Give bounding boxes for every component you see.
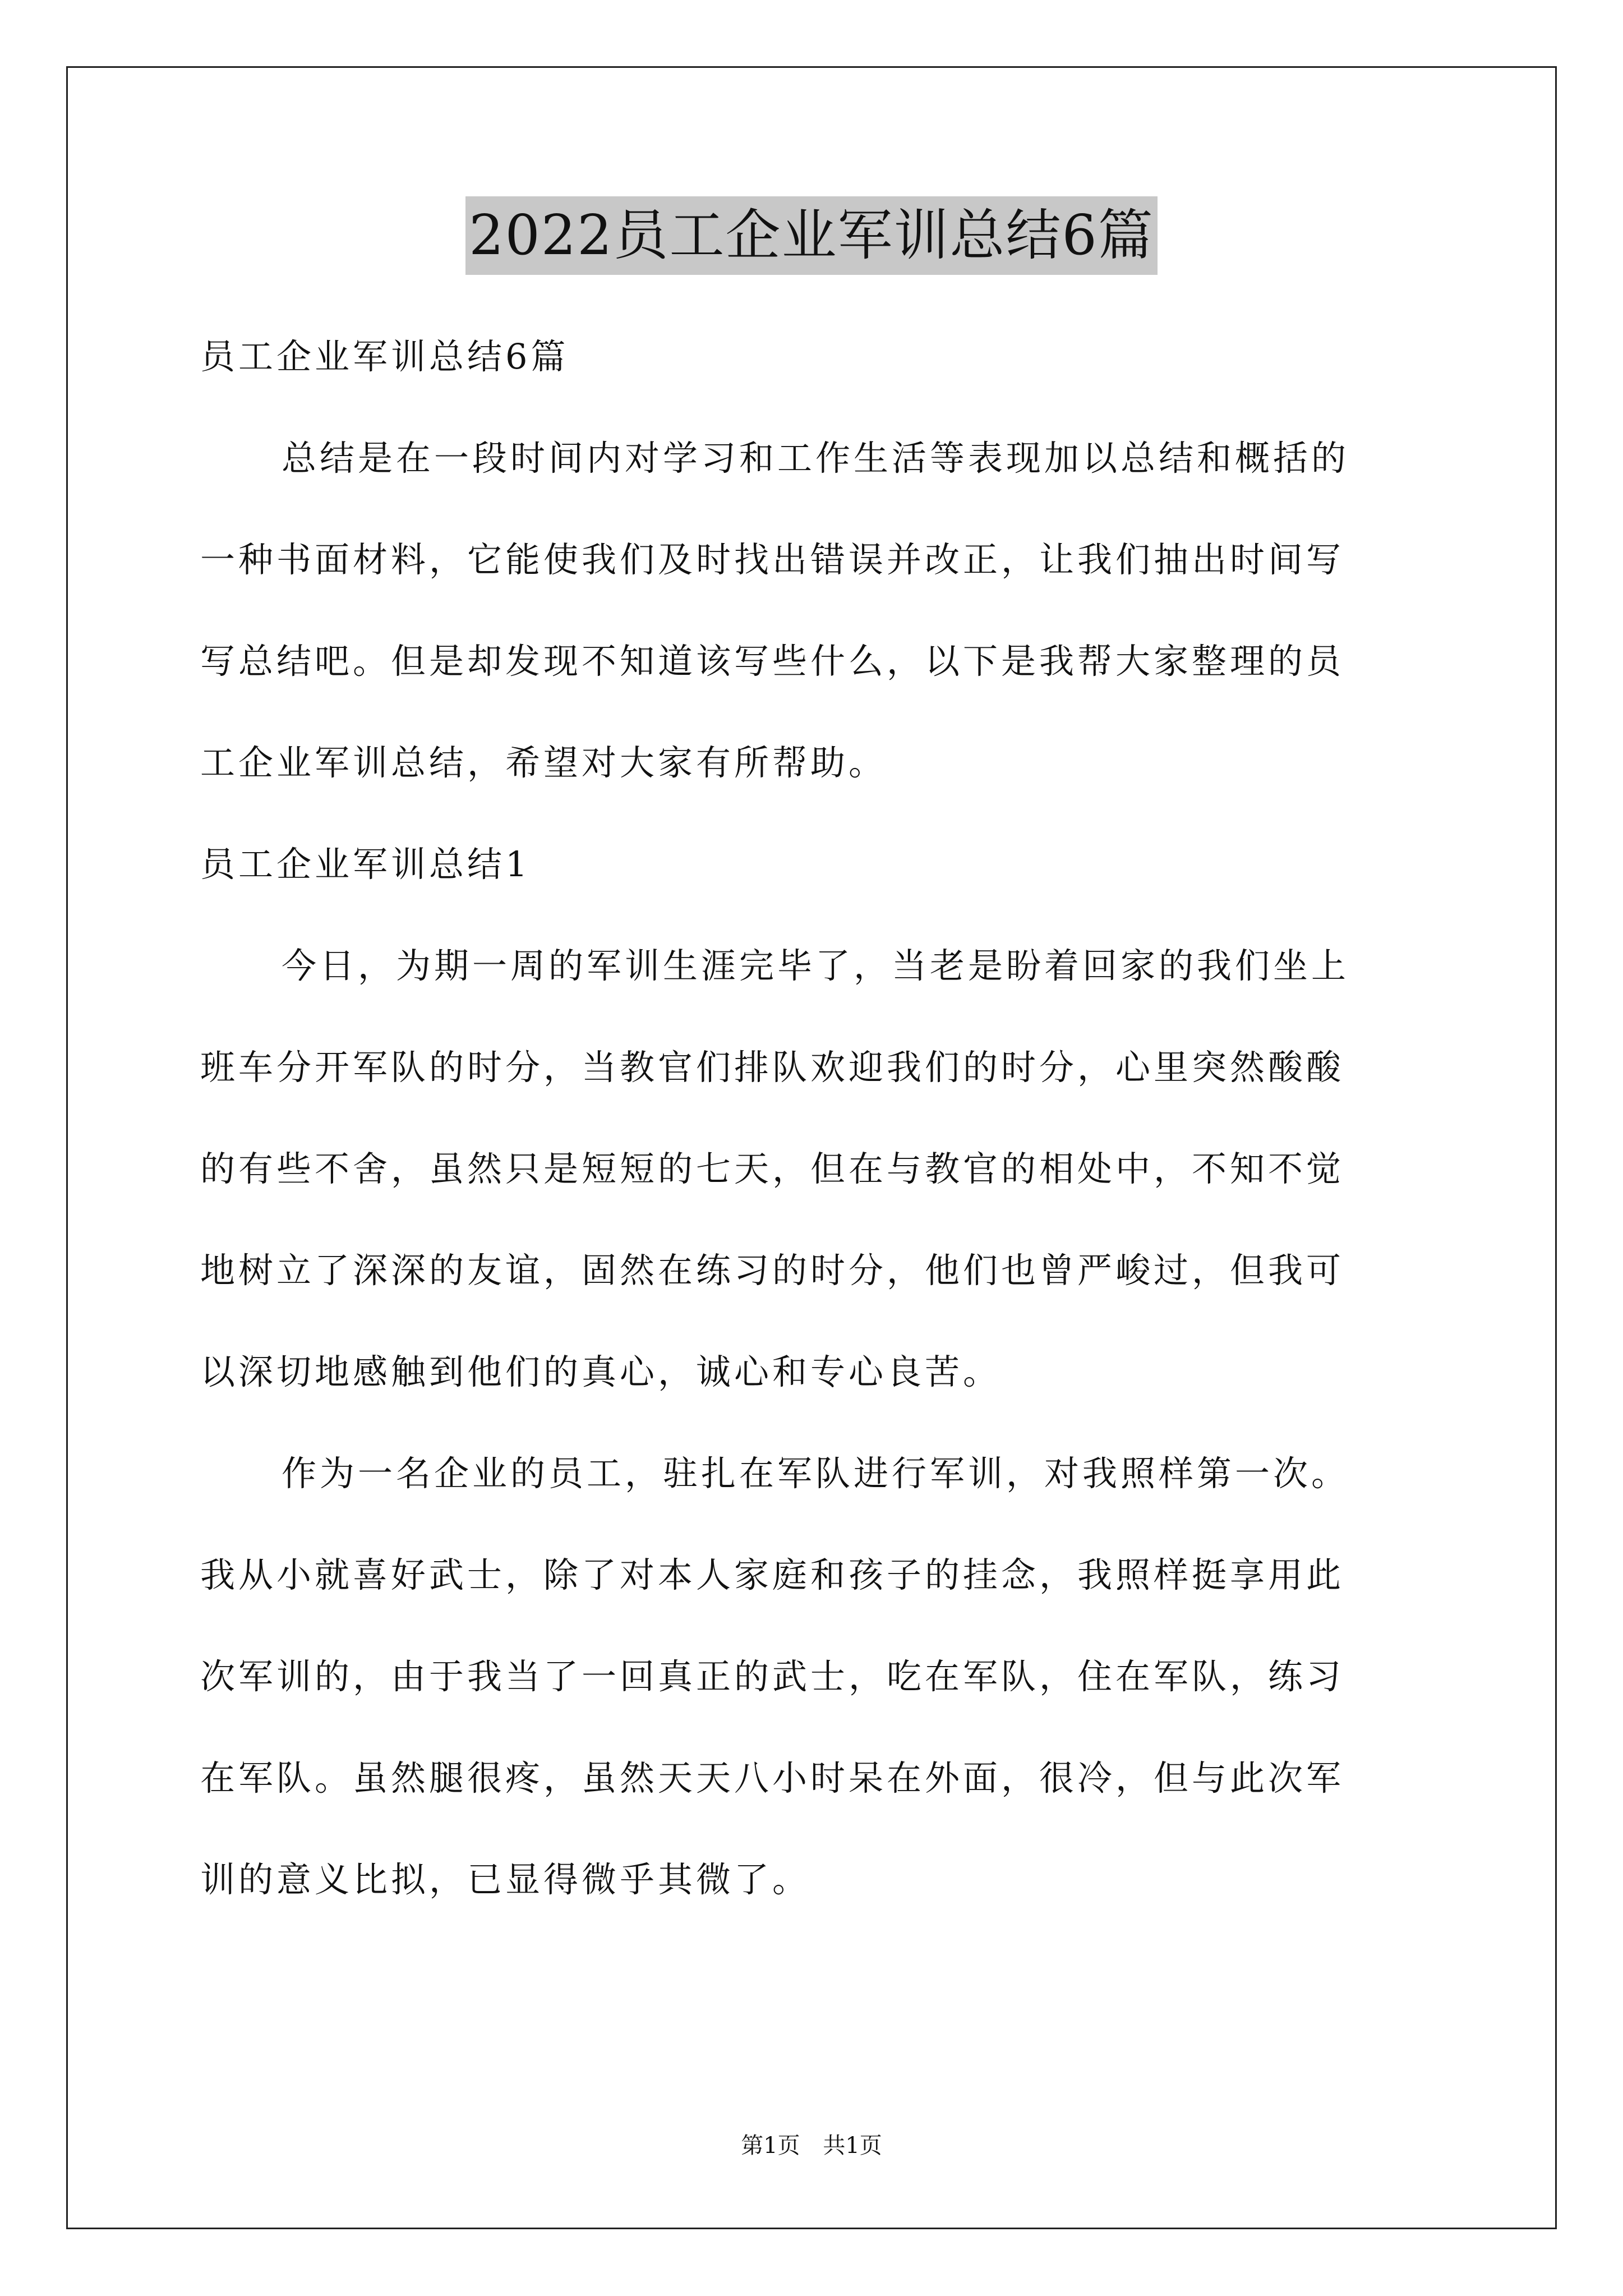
paragraph2-line: 次军训的，由于我当了一回真正的武士，吃在军队，住在军队，练习 [200, 1656, 1345, 1697]
intro-line: 工企业军训总结，希望对大家有所帮助。 [200, 742, 887, 783]
title-container [0, 196, 1623, 275]
document-body [200, 306, 1423, 1930]
paragraph2-line: 在军队。虽然腿很疼，虽然天天八小时呆在外面，很冷，但与此次军 [200, 1757, 1345, 1798]
paragraph1-line: 班车分开军队的时分，当教官们排队欢迎我们的时分，心里突然酸酸 [200, 1047, 1345, 1088]
page-footer [0, 2129, 1623, 2162]
intro-line: 总结是在一段时间内对学习和工作生活等表现加以总结和概括的 [282, 438, 1350, 478]
page-total: 共1页 [823, 2133, 882, 2159]
paragraph2-line: 作为一名企业的员工，驻扎在军队进行军训，对我照样第一次。 [282, 1453, 1350, 1494]
intro-line: 写总结吧。但是却发现不知道该写些什么，以下是我帮大家整理的员 [200, 641, 1345, 682]
page-number: 第1页 [741, 2133, 800, 2159]
intro-line: 一种书面材料，它能使我们及时找出错误并改正，让我们抽出时间写 [200, 539, 1345, 580]
document-subtitle: 员工企业军训总结6篇 [200, 336, 569, 377]
document-title: 2022员工企业军训总结6篇 [465, 196, 1158, 275]
paragraph1-line: 地树立了深深的友谊，固然在练习的时分，他们也曾严峻过，但我可 [200, 1250, 1345, 1291]
paragraph2-line: 我从小就喜好武士，除了对本人家庭和孩子的挂念，我照样挺享用此 [200, 1554, 1345, 1595]
paragraph1-line: 的有些不舍，虽然只是短短的七天，但在与教官的相处中，不知不觉 [200, 1148, 1345, 1189]
paragraph2-line: 训的意义比拟，已显得微乎其微了。 [200, 1859, 811, 1900]
section-heading: 员工企业军训总结1 [200, 844, 531, 885]
paragraph1-line: 今日，为期一周的军训生涯完毕了，当老是盼着回家的我们坐上 [282, 945, 1350, 986]
paragraph1-line: 以深切地感触到他们的真心，诚心和专心良苦。 [200, 1351, 1002, 1392]
